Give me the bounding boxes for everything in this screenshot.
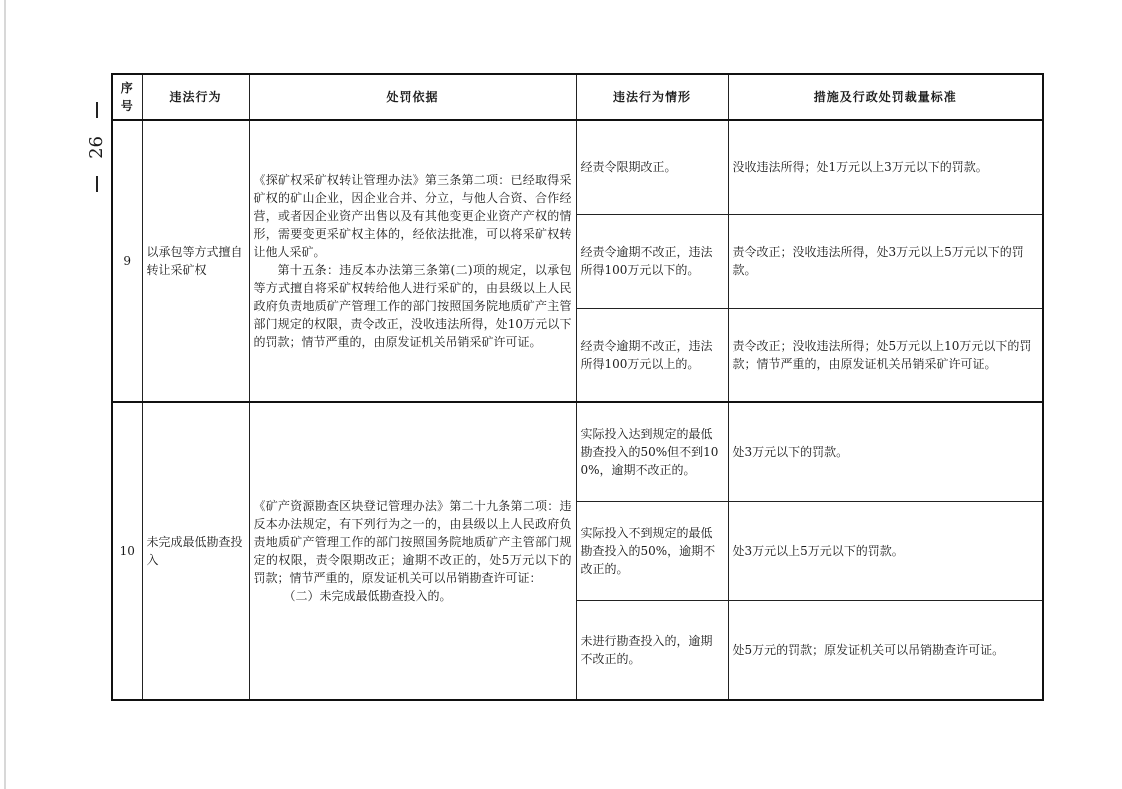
row-situation: 实际投入达到规定的最低勘查投入的50%但不到100%，逾期不改正的。: [576, 402, 728, 501]
header-standard: 措施及行政处罚裁量标准: [728, 74, 1043, 120]
header-seq: 序号: [112, 74, 142, 120]
row-act: 以承包等方式擅自转让采矿权: [142, 120, 249, 402]
row-situation: 经责令限期改正。: [576, 120, 728, 214]
table-row: [112, 402, 1043, 501]
basis-paragraph: 《矿产资源勘查区块登记管理办法》第二十九条第二项：违反本办法规定，有下列行为之一的，由县级以上人民政府负责地质矿产管理工作的部门按照国务院地质矿产主管部门规定的权限，责令限期改正；逾期不改正的，处5万元以下的罚款；情节严重的，原发证机关可以吊销勘查许可证：: [253, 499, 572, 586]
page-number: [86, 102, 107, 192]
row-standard: 处3万元以上5万元以下的罚款。: [728, 502, 1043, 601]
basis-paragraph: 第十五条：违反本办法第三条第(二)项的规定，以承包等方式擅自将采矿权转给他人进行采矿的，由县级以上人民政府负责地质矿产管理工作的部门按照国务院地质矿产主管部门规定的权限，责令改正，没收违法所得，处10万元以下的罚款；情节严重的，由原发证机关吊销采矿许可证。: [253, 263, 572, 350]
row-standard: 没收违法所得；处1万元以上3万元以下的罚款。: [728, 120, 1043, 214]
table-row: [112, 120, 1043, 214]
row-situation: 实际投入不到规定的最低勘查投入的50%，逾期不改正的。: [576, 502, 728, 601]
row-act: 未完成最低勘查投入: [142, 402, 249, 700]
row-standard: 责令改正；没收违法所得，处3万元以上5万元以下的罚款。: [728, 214, 1043, 308]
row-situation: 经责令逾期不改正，违法所得100万元以下的。: [576, 214, 728, 308]
header-basis: 处罚依据: [249, 74, 576, 120]
row-basis: [249, 120, 576, 402]
row-standard: 责令改正；没收违法所得；处5万元以上10万元以下的罚款；情节严重的，由原发证机关吊销采矿许可证。: [728, 308, 1043, 402]
header-act: 违法行为: [142, 74, 249, 120]
basis-paragraph: 《探矿权采矿权转让管理办法》第三条第二项：已经取得采矿权的矿山企业，因企业合并、分立，与他人合资、合作经营，或者因企业资产出售以及有其他变更企业资产产权的情形，需要变更采矿权主体的，经依法批准，可以将采矿权转让他人采矿。: [253, 173, 572, 260]
row-situation: 未进行勘查投入的，逾期不改正的。: [576, 601, 728, 700]
page-number-dash-bottom: [96, 176, 98, 192]
row-seq: 9: [112, 120, 142, 402]
row-standard: 处3万元以下的罚款。: [728, 402, 1043, 501]
row-standard: 处5万元的罚款；原发证机关可以吊销勘查许可证。: [728, 601, 1043, 700]
page-number-text: 26: [86, 135, 107, 159]
row-situation: 经责令逾期不改正，违法所得100万元以上的。: [576, 308, 728, 402]
row-basis: [249, 402, 576, 700]
scan-edge: [4, 0, 6, 789]
table-header-row: [112, 74, 1043, 120]
basis-paragraph: （二）未完成最低勘查投入的。: [283, 589, 452, 604]
row-seq: 10: [112, 402, 142, 700]
page-number-dash-top: [96, 102, 98, 118]
penalty-standards-table: [111, 73, 1044, 701]
header-situation: 违法行为情形: [576, 74, 728, 120]
